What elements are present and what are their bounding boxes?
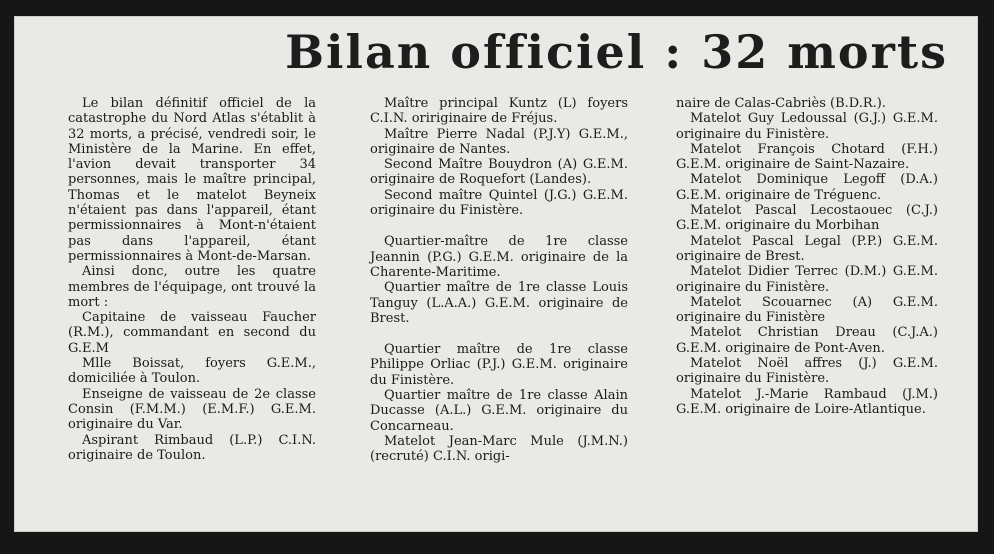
newspaper-clipping bbox=[14, 16, 978, 532]
paragraph: Second Maître Bouydron (A) G.E.M. originaire de Roquefort (Landes). bbox=[370, 157, 628, 188]
paragraph: Matelot Noël affres (J.) G.E.M. originaire du Finistère. bbox=[676, 356, 938, 387]
article-column-3 bbox=[676, 96, 938, 417]
paragraph: Second maître Quintel (J.G.) G.E.M. originaire du Finistère. bbox=[370, 187, 628, 219]
paragraph: Matelot Guy Ledoussal (G.J.) G.E.M. originaire du Finistère. bbox=[676, 111, 938, 142]
paragraph: Mlle Boissat, foyers G.E.M., domiciliée à Toulon. bbox=[68, 356, 316, 387]
paragraph: Matelot J.-Marie Rambaud (J.M.) G.E.M. originaire de Loire-Atlantique. bbox=[676, 386, 938, 417]
paragraph: Matelot Scouarnec (A) G.E.M. originaire du Finistère bbox=[676, 294, 938, 326]
headline: Bilan officiel : 32 morts bbox=[285, 25, 948, 79]
paragraph: Le bilan définitif officiel de la catastrophe du Nord Atlas s'établit à 32 morts, a précisé, vendredi soir, le Ministère de la Marine. En effet, l'avion devait transporter 34 personnes, mais le maître principal, Thomas et le matelot Beyneix n'étaient pas dans l'appareil, étant permissionnaires à Mont-n'étaient pas dans l'appareil, étant permissionnaires à Mont-de-Marsan. bbox=[68, 96, 316, 264]
article-column-1 bbox=[68, 96, 316, 463]
paragraph: Capitaine de vaisseau Faucher (R.M.), commandant en second du G.E.M bbox=[68, 310, 316, 356]
paragraph: Enseigne de vaisseau de 2e classe Consin (F.M.M.) (E.M.F.) G.E.M. originaire du Var. bbox=[68, 386, 316, 433]
paragraph: Quartier maître de 1re classe Philippe Orliac (P.J.) G.E.M. originaire du Finistère. bbox=[370, 342, 628, 388]
paragraph: Matelot François Chotard (F.H.) G.E.M. originaire de Saint-Nazaire. bbox=[676, 141, 938, 173]
article-column-2 bbox=[370, 96, 628, 465]
paragraph: Ainsi donc, outre les quatre membres de l'équipage, ont trouvé la mort : bbox=[68, 264, 316, 310]
paragraph: naire de Calas-Cabriès (B.D.R.). bbox=[676, 96, 886, 111]
paragraph: Aspirant Rimbaud (L.P.) C.I.N. originaire de Toulon. bbox=[68, 432, 316, 463]
paragraph: Matelot Jean-Marc Mule (J.M.N.) (recruté) C.I.N. origi- bbox=[370, 433, 628, 465]
paragraph: Matelot Pascal Legal (P.P.) G.E.M. originaire de Brest. bbox=[676, 233, 938, 264]
paragraph: Quartier-maître de 1re classe Jeannin (P.G.) G.E.M. originaire de la Charente-Maritime. bbox=[370, 234, 628, 280]
paragraph: Matelot Christian Dreau (C.J.A.) G.E.M. originaire de Pont-Aven. bbox=[676, 325, 938, 356]
paragraph: Quartier maître de 1re classe Alain Ducasse (A.L.) G.E.M. originaire du Concarneau. bbox=[370, 388, 628, 434]
paragraph: Quartier maître de 1re classe Louis Tanguy (L.A.A.) G.E.M. originaire de Brest. bbox=[370, 280, 628, 326]
paragraph: Maître Pierre Nadal (P.J.Y) G.E.M., originaire de Nantes. bbox=[370, 126, 628, 157]
paragraph: Matelot Didier Terrec (D.M.) G.E.M. originaire du Finistère. bbox=[676, 264, 938, 295]
paragraph: Matelot Pascal Lecostaouec (C.J.) G.E.M. originaire du Morbihan bbox=[676, 203, 938, 234]
paragraph: Maître principal Kuntz (L) foyers C.I.N. oririginaire de Fréjus. bbox=[370, 96, 628, 127]
paragraph: Matelot Dominique Legoff (D.A.) G.E.M. originaire de Tréguenc. bbox=[676, 172, 938, 203]
